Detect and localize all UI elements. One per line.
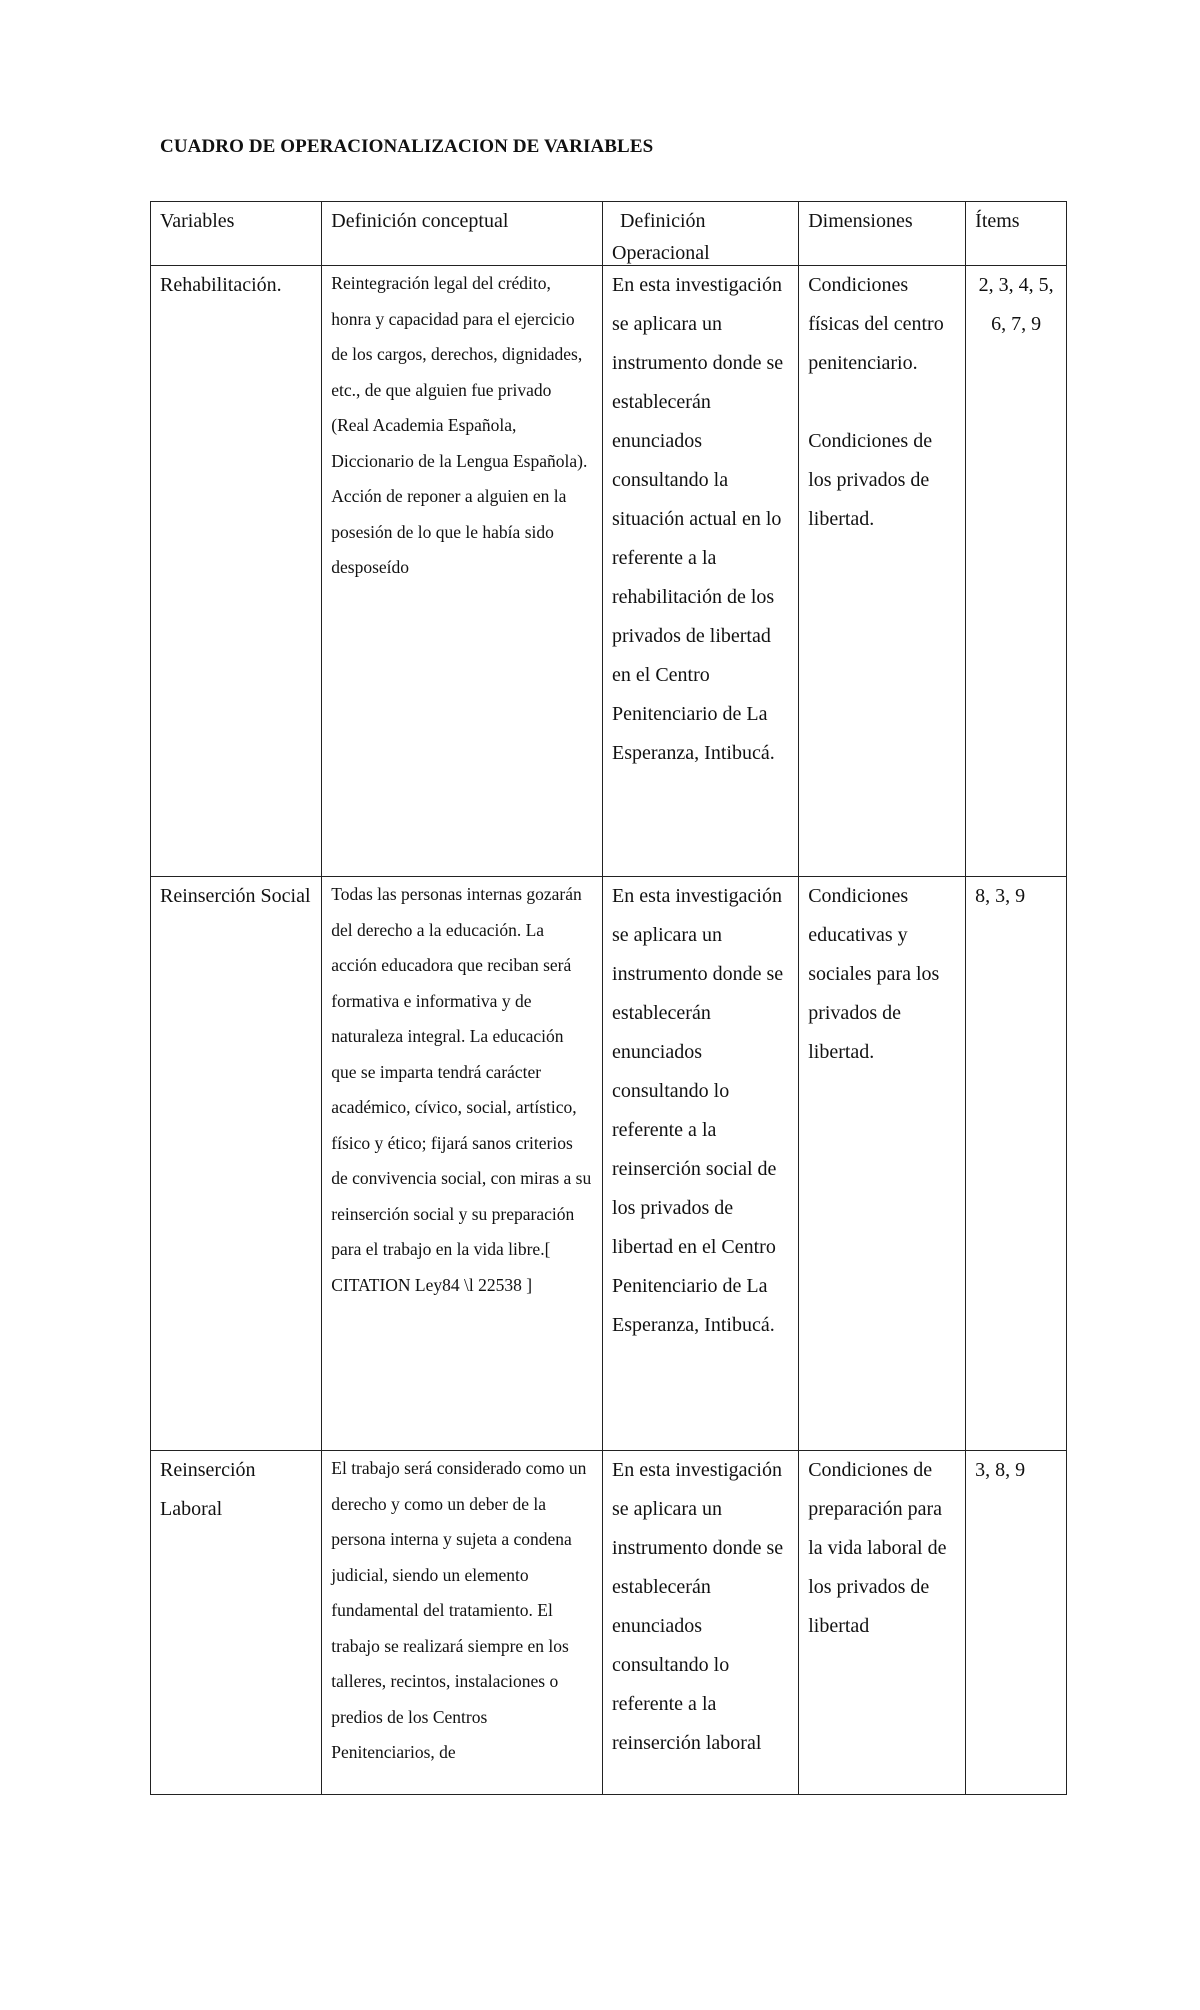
dimensiones-cell [799, 266, 966, 877]
operacional-cell: En esta investigación se aplicara un instrumento donde se establecerán enunciados consultando lo referente a la reinserción social de los privados de libertad en el Centro Penitenciario de La Esperanza, Intibucá. [603, 877, 799, 1451]
operationalization-table [150, 201, 1067, 1795]
table-header-row [151, 202, 1067, 266]
items-cell: 8, 3, 9 [966, 877, 1067, 1451]
header-operacional-line1: Definición [620, 210, 706, 232]
header-dimensiones: Dimensiones [799, 202, 966, 266]
conceptual-cell: Todas las personas internas gozarán del derecho a la educación. La acción educadora que reciban será formativa e informativa y de naturaleza integral. La educación que se imparta tendrá carácter académico, cívico, social, artístico, físico y ético; fijará sanos criterios de convivencia social, con miras a su reinserción social y su preparación para el trabajo en la vida libre.[ CITATION Ley84 \l 22538 ] [322, 877, 603, 1451]
dimension-text: Condiciones físicas del centro penitenciario. [808, 274, 944, 374]
variable-cell: Reinserción Social [151, 877, 322, 1451]
table-row [151, 877, 1067, 1451]
items-cell: 2, 3, 4, 5, 6, 7, 9 [966, 266, 1067, 877]
items-cell: 3, 8, 9 [966, 1451, 1067, 1795]
variable-cell: Rehabilitación. [151, 266, 322, 877]
variable-cell: Reinserción Laboral [151, 1451, 322, 1795]
conceptual-cell: Reintegración legal del crédito, honra y capacidad para el ejercicio de los cargos, derechos, dignidades, etc., de que alguien fue privado (Real Academia Española, Diccionario de la Lengua Española). Acción de reponer a alguien en la posesión de lo que le había sido desposeído [322, 266, 603, 877]
header-variables: Variables [151, 202, 322, 266]
table-row [151, 266, 1067, 877]
header-items: Ítems [966, 202, 1067, 266]
header-conceptual: Definición conceptual [322, 202, 603, 266]
table-row [151, 1451, 1067, 1795]
operacional-cell: En esta investigación se aplicara un instrumento donde se establecerán enunciados consultando la situación actual en lo referente a la rehabilitación de los privados de libertad en el Centro Penitenciario de La Esperanza, Intibucá. [603, 266, 799, 877]
dimensiones-cell: Condiciones de preparación para la vida laboral de los privados de libertad [799, 1451, 966, 1795]
header-operacional [603, 202, 799, 266]
operacional-cell: En esta investigación se aplicara un instrumento donde se establecerán enunciados consultando lo referente a la reinserción laboral [603, 1451, 799, 1795]
dimensiones-cell: Condiciones educativas y sociales para los privados de libertad. [799, 877, 966, 1451]
header-operacional-line2: Operacional [612, 242, 710, 264]
document-title: CUADRO DE OPERACIONALIZACION DE VARIABLES [160, 136, 654, 157]
dimension-text: Condiciones de los privados de libertad. [808, 430, 933, 530]
conceptual-cell: El trabajo será considerado como un derecho y como un deber de la persona interna y sujeta a condena judicial, siendo un elemento fundamental del tratamiento. El trabajo se realizará siempre en los talleres, recintos, instalaciones o predios de los Centros Penitenciarios, de [322, 1451, 603, 1795]
